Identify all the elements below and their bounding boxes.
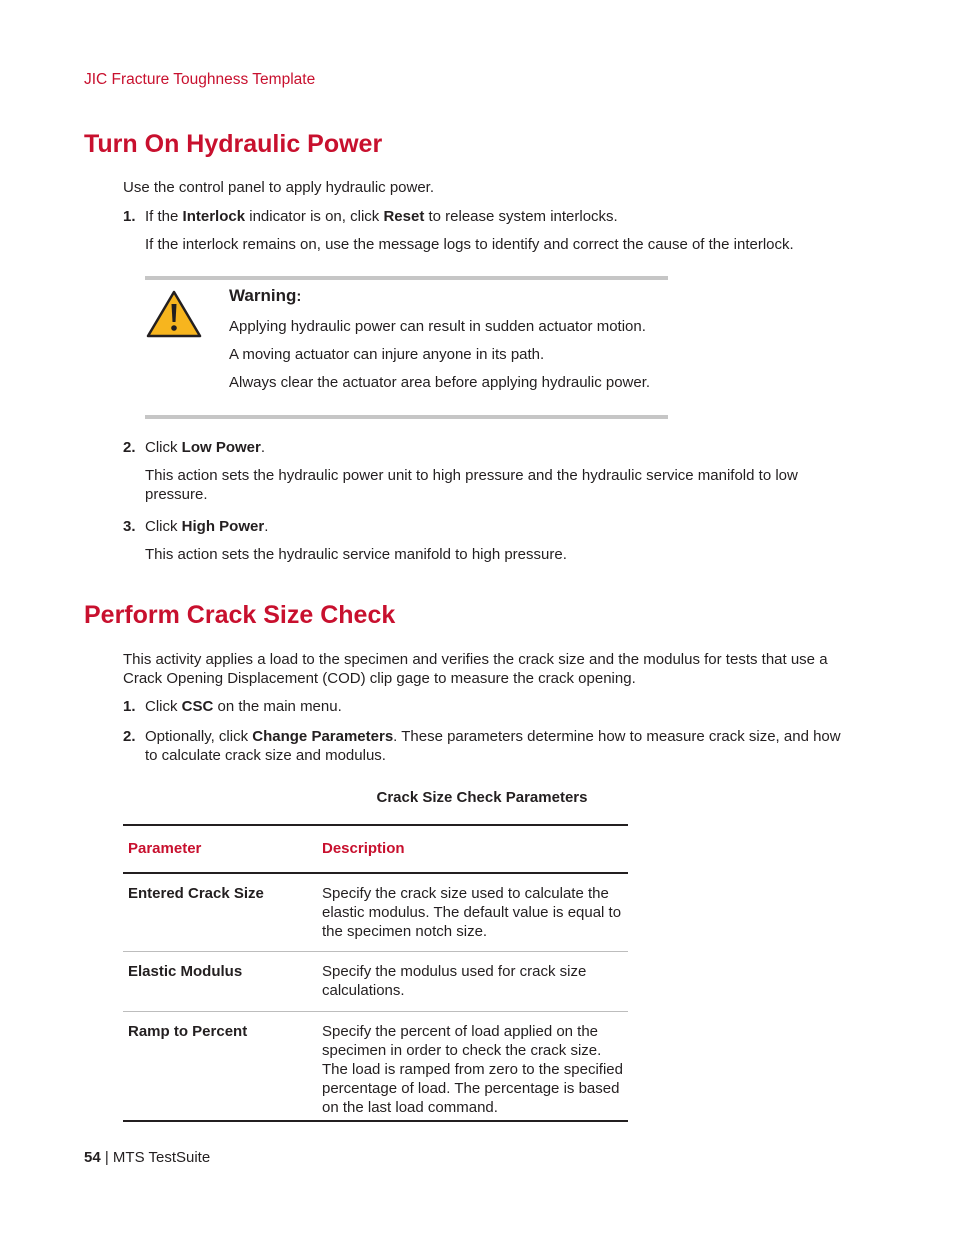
- table-row-divider: [123, 1011, 628, 1012]
- step-number: 3.: [123, 518, 136, 535]
- table-cell-parameter: Elastic Modulus: [128, 963, 243, 980]
- step-text: Optionally, click Change Parameters. These parameters determine how to measure crack size, and how to calculate crack size and modulus.: [145, 728, 841, 764]
- table-header-rule: [123, 872, 628, 874]
- step-text: Click Low Power.: [145, 439, 266, 456]
- table-header-parameter: Parameter: [128, 840, 202, 857]
- table-cell-parameter: Entered Crack Size: [128, 885, 264, 902]
- warning-line: A moving actuator can injure anyone in its path.: [229, 346, 545, 363]
- table-cell-description: Specify the crack size used to calculate the elastic modulus. The default value is equal to the specimen notch size.: [322, 885, 622, 940]
- change-parameters-term: Change Parameters: [252, 728, 394, 745]
- step-detail: If the interlock remains on, use the message logs to identify and correct the cause of the interlock.: [145, 236, 794, 253]
- step-number: 1.: [123, 698, 136, 715]
- warning-top-rule: [145, 276, 668, 280]
- reset-term: Reset: [383, 208, 425, 225]
- step-text: If the Interlock indicator is on, click Reset to release system interlocks.: [145, 208, 618, 225]
- table-caption: Crack Size Check Parameters: [376, 789, 588, 806]
- table-cell-description: Specify the percent of load applied on the specimen in order to check the crack size. The load is ramped from zero to the specified percentage of load. The percentage is based on the last load command.: [322, 1023, 623, 1116]
- step-text: Click CSC on the main menu.: [145, 698, 342, 715]
- step-detail: This action sets the hydraulic service manifold to high pressure.: [145, 546, 567, 563]
- high-power-term: High Power: [181, 518, 265, 535]
- interlock-term: Interlock: [182, 208, 246, 225]
- step-number: 2.: [123, 728, 136, 745]
- warning-line: Applying hydraulic power can result in sudden actuator motion.: [229, 318, 646, 335]
- section1-intro: Use the control panel to apply hydraulic power.: [123, 179, 435, 196]
- section-heading-hydraulic-power: Turn On Hydraulic Power: [84, 130, 383, 158]
- low-power-term: Low Power: [181, 439, 261, 456]
- table-header-description: Description: [322, 840, 405, 857]
- warning-triangle-icon: [145, 289, 203, 339]
- step-text: Click High Power.: [145, 518, 269, 535]
- table-cell-parameter: Ramp to Percent: [128, 1023, 248, 1040]
- warning-title: Warning:: [229, 286, 302, 305]
- running-header: JIC Fracture Toughness Template: [84, 71, 316, 88]
- csc-term: CSC: [181, 698, 214, 715]
- warning-line: Always clear the actuator area before applying hydraulic power.: [229, 374, 651, 391]
- section2-intro: This activity applies a load to the specimen and verifies the crack size and the modulus for tests that use a Crack Opening Displacement (COD) clip gage to measure the crack opening.: [123, 651, 828, 687]
- table-cell-description: Specify the modulus used for crack size calculations.: [322, 963, 587, 999]
- page-footer: 54 | MTS TestSuite: [84, 1149, 211, 1166]
- step-number: 1.: [123, 208, 136, 225]
- warning-bottom-rule: [145, 415, 668, 419]
- step-detail: This action sets the hydraulic power unit to high pressure and the hydraulic service manifold to low pressure.: [145, 467, 798, 503]
- step-number: 2.: [123, 439, 136, 456]
- table-top-rule: [123, 824, 628, 826]
- product-name: MTS TestSuite: [112, 1149, 211, 1166]
- table-bottom-rule: [123, 1120, 628, 1122]
- table-row-divider: [123, 951, 628, 952]
- section-heading-crack-size-check: Perform Crack Size Check: [84, 601, 396, 629]
- page-number: 54: [84, 1149, 101, 1166]
